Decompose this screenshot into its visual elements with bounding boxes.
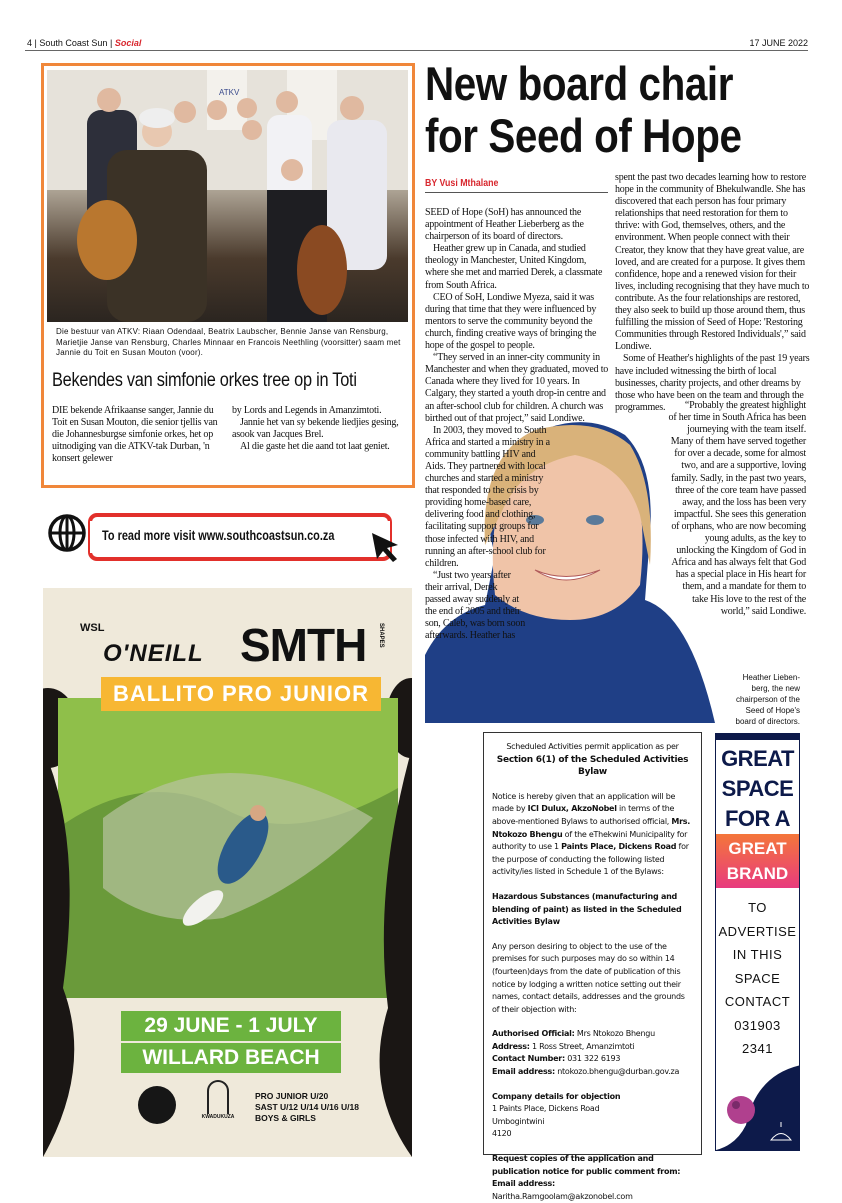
header-rule — [25, 50, 808, 51]
separator: | — [34, 38, 37, 48]
notice-email[interactable]: Email address: ntokozo.bhengu@durban.gov.za — [492, 1067, 680, 1077]
surf-club-logo — [138, 1086, 176, 1124]
wsl-logo: WSL — [80, 622, 105, 634]
notice-official: Authorised Official: Mrs Ntokozo Bhengu — [492, 1029, 655, 1039]
division-line: BOYS & GIRLS — [255, 1113, 316, 1123]
division-line: PRO JUNIOR U/20 — [255, 1091, 329, 1101]
notice-address: Address: 1 Ross Street, Amanzimtoti — [492, 1041, 635, 1051]
atkv-paragraph: Al die gaste het die aand tot laat geniet. — [240, 441, 390, 453]
atkv-photo-caption: Die bestuur van ATKV: Riaan Odendaal, Beatrix Laubscher, Bennie Janse van Rensburg, Marietjie Janse van Rensburg, Charles Minnaar en Francois Neethling (voorsitter) saam met Jannie du Toit en Susan Mouton (voor). — [56, 327, 401, 357]
atkv-column-1 — [52, 405, 230, 465]
globe-icon — [47, 513, 87, 553]
kwadukuza-text: KWADUKUZA — [201, 1114, 235, 1120]
article-paragraph: spent the past two decades learning how to restore hope in the community of Bhekulwandle. She has discovered that each person has four primary relationships that need restoration for them to thrive: with God, themselves, others, and the environment. When people connect with their Creator, they know that they have great value, are loved, and are created for a purpose. It gives them confidence, hope and a renewed vision for their lives, including recognising that they have much to contribute. As the four relationships are restored, they also seek to build up those around them, thus fulfilling the mission of Seed of Hope: 'Restoring Communities through Restored Individuals',” said Londiwe. — [615, 172, 810, 353]
article-paragraph: SEED of Hope (SoH) has announced the appointment of Heather Lieberberg as the chairperson of its board of directors. — [425, 207, 584, 243]
event-venue: WILLARD BEACH — [121, 1043, 341, 1073]
notice-title: Section 6(1) of the Scheduled Activities Bylaw — [496, 754, 689, 778]
website-banner[interactable] — [45, 503, 407, 567]
article-paragraph: “Just two years after their arrival, Derek passed away suddenly at the end of 2005 and their son, Caleb, was born soon afterwards. Heather has — [425, 569, 525, 642]
notice-request: Request copies of the application and publication notice for public comment from: — [492, 1154, 681, 1176]
portrait-caption: Heather Lieben-berg, the new chairperson of the Seed of Hope's board of directors. — [735, 673, 800, 726]
kwadukuza-logo — [193, 1080, 243, 1120]
article-paragraph: CEO of SoH, Londiwe Myeza, said it was during that time that they were influenced by mentors to serve the community beyond the church, finding creative ways of bringing the hope of the gospel to people. — [425, 291, 597, 352]
oneill-logo: O'NEILL — [103, 640, 204, 667]
oneill-wave-icon — [198, 608, 218, 628]
article-column-2 — [615, 172, 810, 414]
ballito-pro-junior-ad[interactable] — [43, 588, 412, 1157]
page-date: 17 JUNE 2022 — [749, 38, 808, 48]
separator: | — [109, 38, 113, 48]
byline-rule — [425, 192, 608, 193]
ad-big-line: FOR A — [724, 806, 791, 831]
section-name: Social — [114, 38, 142, 48]
article-column-1 — [425, 207, 610, 642]
atkv-headline: Bekendes van simfonie orkes tree op in Toti — [52, 370, 357, 391]
smth-logo: SMTH — [240, 619, 367, 671]
article-paragraph: “Probably the greatest highlight of her time in South Africa has been journeying with the team itself. Many of them have served together for over a decade, some for almost two, and are a supportive, loving family. Sadly, in the past two years, three of the core team have passed away, and the loss has been very impactful. She sees this generation of orphans, who are now becoming young adults, as the key to unlocking the Kingdom of God in Africa and has always felt that God has a special place in His heart for them, and a mandate for them to take His love to the rest of the world,” said Londiwe. — [668, 400, 806, 617]
article-paragraph: Some of Heather's highlights of the past 19 years have included witnessing the birth of local businesses, charity projects, and other dreams by those who have been on the team and through the programmes. — [615, 353, 810, 413]
notice-contact: Contact Number: 031 322 6193 — [492, 1054, 621, 1064]
ad-gradient-block — [716, 834, 799, 888]
shapes-logo-text: SHAPES — [378, 623, 384, 648]
article-headline: New board chair for Seed of Hope — [425, 57, 742, 162]
page-header-left — [27, 38, 141, 48]
notice-paragraph-2: Any person desiring to object to the use of the premises for such purposes may do so within 14 (fourteen)days from the date of publication of this notice by lodging a written notice setting out their names, contact details, addresses and the grounds of their objection with: — [492, 941, 685, 1014]
atkv-banner-text: ATKV — [219, 88, 240, 97]
atkv-paragraph: by Lords and Legends in Amanzimtoti. — [232, 405, 382, 416]
ad-big-line: GREAT — [721, 746, 794, 771]
planet-spaceship-art — [716, 1065, 800, 1150]
cursor-icon — [370, 531, 402, 563]
ad-big-line: SPACE — [721, 776, 794, 801]
ad-gradient-line: GREAT — [728, 839, 787, 858]
article-column-2-wrap — [668, 400, 806, 618]
division-line: SAST U/12 U/14 U/16 U/18 — [255, 1102, 359, 1112]
article-paragraph: “They served in an inner-city community in Manchester and when they graduated, moved to Canada where they lived for 10 years. In Calgary, they started a youth drop-in centre and an after-school club for children. A church was birthed out of that project,” said Londiwe. — [425, 352, 609, 424]
article-paragraph: Heather grew up in Canada, and studied theology in Manchester, United Kingdom, where she met and married Derek, a classmate from South Africa. — [425, 243, 603, 291]
event-divisions — [255, 1091, 359, 1124]
atkv-group-photo — [47, 70, 408, 322]
company-line: 4120 — [492, 1129, 512, 1139]
notice-email-2[interactable]: Email address: Naritha.Ramgoolam@akzonobel.com — [492, 1179, 633, 1201]
ad-contact-text: TO ADVERTISE IN THIS SPACE CONTACT 031903 2341 — [718, 900, 797, 1056]
company-line: 1 Paints Place, Dickens Road — [492, 1104, 600, 1114]
ad-gradient-line: BRAND — [726, 864, 789, 883]
notice-hazard: Hazardous Substances (manufacturing and blending of paint) as listed in the Scheduled Activities Bylaw — [492, 891, 682, 927]
atkv-paragraph: DIE bekende Afrikaanse sanger, Jannie du Toit en Susan Mouton, die senior tjellis van die Johannesburgse simfonie orkes, het op uitnodiging van die ATKV-tak Durban, 'n konsert gelewer — [52, 405, 218, 465]
event-dates: 29 JUNE - 1 JULY — [121, 1011, 341, 1041]
atkv-column-2 — [232, 405, 410, 453]
notice-intro: Scheduled Activities permit application as per — [506, 742, 679, 751]
scheduled-activities-notice — [483, 732, 702, 1201]
group-photo-illustration — [47, 70, 408, 322]
website-banner-text[interactable]: To read more visit www.southcoastsun.co.za — [102, 527, 335, 543]
article-byline: BY Vusi Mthalane — [425, 178, 499, 189]
company-line: Umbogintwini — [492, 1116, 545, 1126]
event-title: BALLITO PRO JUNIOR — [101, 677, 381, 711]
notice-company-title: Company details for objection — [492, 1091, 621, 1101]
advertise-here-ad[interactable] — [715, 733, 800, 1151]
page-number: 4 — [27, 38, 33, 48]
article-paragraph: In 2003, they moved to South Africa and started a ministry in a community battling HIV and Aids. They partnered with local churches and started a ministry that responded to the crisis by providing home-based care, delivering food and clothing, facilitating support groups for those infected with HIV, and running an after-school club for children. — [425, 424, 550, 569]
notice-paragraph-1: Notice is hereby given that an application will be made by ICI Dulux, AkzoNobel in terms of the above-mentioned Bylaws to authorised official, Mrs. Ntokozo Bhengu of the eThekwini Municipality for authority to use 1 Paints Place, Dickens Road for the purpose of conducting the following listed activity/ies listed in Schedule 1 of the Bylaws: — [492, 791, 691, 877]
paper-name: South Coast Sun — [39, 38, 108, 48]
atkv-paragraph: Jannie het van sy bekende liedjies gesing, asook van Jacques Brel. — [232, 417, 399, 441]
